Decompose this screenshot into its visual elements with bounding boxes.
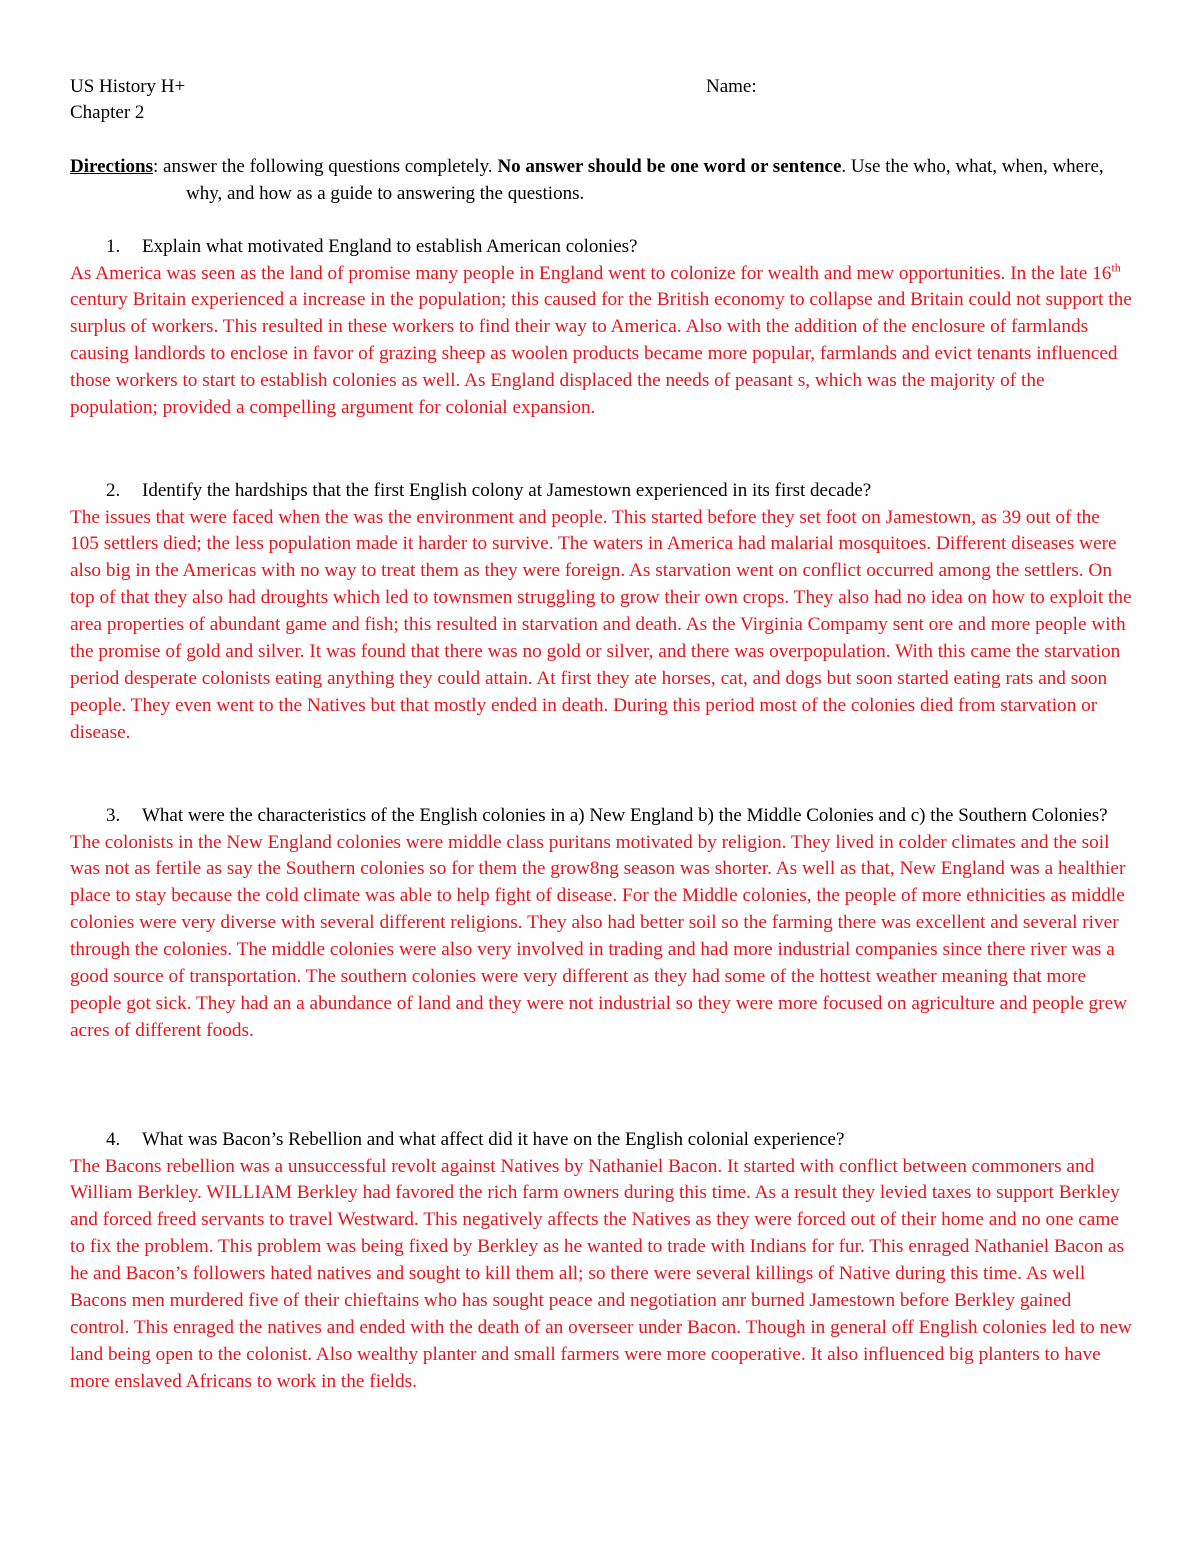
- answer-text-part-1: As America was seen as the land of promise many people in England went to colonize for wealth and mew opportunities. In the late 16: [70, 262, 1112, 284]
- question-1: [70, 234, 1132, 261]
- answer-text-part-2: century Britain experienced a increase in the population; this caused for the British economy to collapse and Britain could not support the surplus of workers. This resulted in these workers to find their way to America. Also with the addition of the enclosure of farmlands causing landlords to enclose in favor of grazing sheep as woolen products became more popular, farmlands and evict tenants influenced those workers to start to establish colonies as well. As England displaced the needs of peasant s, which was the majority of the population; provided a compelling argument for colonial expansion.: [70, 289, 1132, 419]
- directions-paragraph: [70, 154, 1132, 207]
- name-label: Name:: [706, 76, 757, 97]
- question-block-1: [70, 234, 1132, 422]
- directions-text-1: : answer the following questions completely.: [153, 156, 498, 177]
- directions-bold-text: No answer should be one word or sentence: [497, 156, 842, 177]
- answer-4: The Bacons rebellion was a unsuccessful revolt against Natives by Nathaniel Bacon. It started with conflict between commoners and William Berkley. WILLIAM Berkley had favored the rich farm owners during this time. As a result they levied taxes to support Berkley and forced freed servants to travel Westward. This negatively affects the Natives as they were forced out of their home and no one came to fix the problem. This problem was being fixed by Berkley as he wanted to trade with Indians for fur. This enraged Nathaniel Bacon as he and Bacon’s followers hated natives and sought to kill them all; so there were several killings of Native during this time. As well Bacons men murdered five of their chieftains who has sought peace and negotiation anr burned Jamestown before Berkley gained control. This enraged the natives and ended with the death of an overseer under Bacon. Though in general off English colonies led to new land being open to the colonist. Also wealthy planter and small farmers were more cooperative. It also influenced big planters to have more enslaved Africans to work in the fields.: [70, 1155, 1132, 1392]
- directions-text-2: . Use the who, what, when, where, why, and how as a guide to answering the questions.: [186, 156, 1104, 204]
- question-number: 3.: [106, 805, 121, 826]
- answer-superscript: th: [1111, 260, 1121, 275]
- question-text: What was Bacon’s Rebellion and what affect did it have on the English colonial experience?: [142, 1129, 845, 1150]
- question-3: [70, 803, 1132, 830]
- answer-2: The issues that were faced when the was the environment and people. This started before they set foot on Jamestown, as 39 out of the 105 settlers died; the less population made it harder to survive. The waters in America had malarial mosquitoes. Different diseases were also big in the Americas with no way to treat them as they were foreign. As starvation went on conflict occurred among the settlers. On top of that they also had droughts which led to townsmen struggling to grow their own crops. They also had no idea on how to exploit the area properties of abundant game and fish; this resulted in starvation and death. As the Virginia Compamy sent ore and more people with the promise of gold and silver. It was found that there was no gold or silver, and there was overpopulation. With this came the starvation period desperate colonists eating anything they could attain. At first they ate horses, cat, and dogs but soon started eating rats and soon people. They even went to the Natives but that mostly ended in death. During this period most of the colonies died from starvation or disease.: [70, 506, 1132, 743]
- course-title: US History H+: [70, 76, 186, 97]
- question-block-4: [70, 1127, 1132, 1396]
- chapter-title: Chapter 2: [70, 102, 145, 123]
- question-text: What were the characteristics of the English colonies in a) New England b) the Middle Colonies and c) the Southern Colonies?: [142, 805, 1108, 826]
- answer-1: [70, 261, 1132, 422]
- question-block-2: [70, 478, 1132, 747]
- answer-3: The colonists in the New England colonies were middle class puritans motivated by religion. They lived in colder climates and the soil was not as fertile as say the Southern colonies so for them the grow8ng season was shorter. As well as that, New England was a healthier place to stay because the cold climate was able to help fight of disease. For the Middle colonies, the people of more ethnicities as middle colonies were very diverse with several different religions. They also had better soil so the farming there was excellent and several river through the colonies. The middle colonies were also very involved in trading and had more industrial companies since there river was a good source of transportation. The southern colonies were very different as they had some of the hottest weather meaning that more people got sick. They had an a abundance of land and they were not industrial so they were more focused on agriculture and people grew acres of different foods.: [70, 831, 1128, 1041]
- question-number: 4.: [106, 1129, 121, 1150]
- question-number: 1.: [106, 236, 121, 257]
- question-text: Identify the hardships that the first English colony at Jamestown experienced in its first decade?: [142, 480, 872, 501]
- question-4: [70, 1127, 1132, 1154]
- question-block-3: [70, 803, 1132, 1045]
- question-text: Explain what motivated England to establish American colonies?: [142, 236, 638, 257]
- course-header: [70, 74, 185, 126]
- question-number: 2.: [106, 480, 121, 501]
- directions-label: Directions: [70, 156, 154, 177]
- question-2: [70, 478, 1132, 505]
